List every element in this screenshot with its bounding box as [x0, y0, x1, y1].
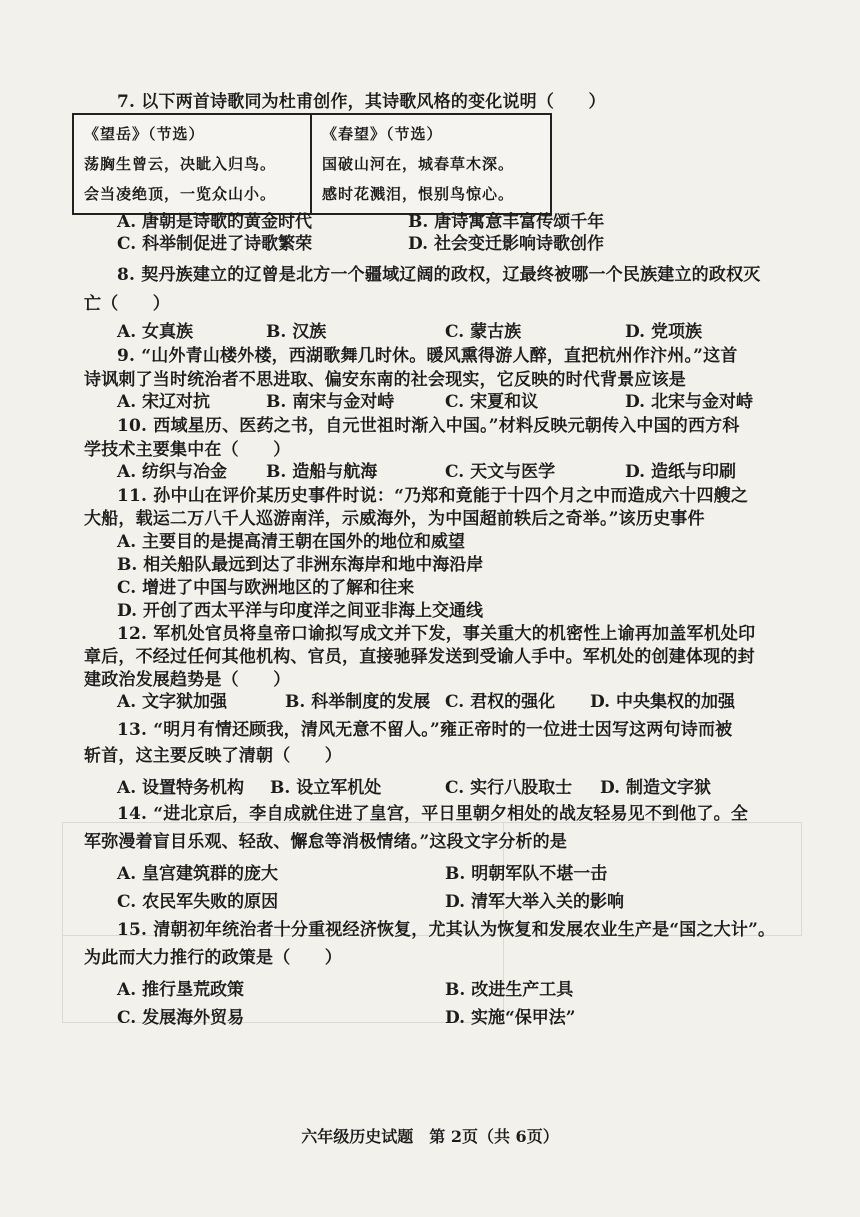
question-12-stem-line-3: 建政治发展趋势是（ ）	[84, 670, 291, 690]
q14-option-d[interactable]: D. 清军大举入关的影响	[445, 892, 624, 912]
question-11-stem-line-1: 11. 孙中山在评价某历史事件时说：“乃郑和竟能于十四个月之中而造成六十四艘之	[117, 486, 749, 506]
q13-option-a[interactable]: A. 设置特务机构	[117, 778, 245, 798]
q15-option-c[interactable]: C. 发展海外贸易	[117, 1008, 245, 1028]
q11-option-d[interactable]: D. 开创了西太平洋与印度洋之间亚非海上交通线	[117, 601, 483, 621]
poem-1-title: 《望岳》（节选）	[84, 125, 205, 143]
q9-option-d[interactable]: D. 北宋与金对峙	[625, 392, 753, 412]
q9-option-c[interactable]: C. 宋夏和议	[445, 392, 539, 412]
poem-1-line-1: 荡胸生曾云，决眦入归鸟。	[84, 155, 277, 173]
q8-option-a[interactable]: A. 女真族	[117, 322, 194, 342]
q11-option-b[interactable]: B. 相关船队最远到达了非洲东海岸和地中海沿岸	[117, 555, 484, 575]
q7-option-c[interactable]: C. 科举制促进了诗歌繁荣	[117, 234, 313, 254]
q7-option-a[interactable]: A. 唐朝是诗歌的黄金时代	[117, 212, 313, 232]
question-10-stem-line-1: 10. 西域星历、医药之书，自元世祖时渐入中国。”材料反映元朝传入中国的西方科	[117, 416, 740, 436]
q8-option-b[interactable]: B. 汉族	[266, 322, 327, 342]
q12-option-b[interactable]: B. 科举制度的发展	[285, 692, 431, 712]
q15-option-a[interactable]: A. 推行垦荒政策	[117, 980, 245, 1000]
q7-option-b[interactable]: B. 唐诗寓意丰富传颂千年	[408, 212, 605, 232]
q8-option-d[interactable]: D. 党项族	[625, 322, 702, 342]
q11-option-a[interactable]: A. 主要目的是提高清王朝在国外的地位和威望	[117, 532, 466, 552]
q15-option-b[interactable]: B. 改进生产工具	[445, 980, 574, 1000]
question-8-stem-line-2: 亡（ ）	[84, 294, 170, 314]
question-12-stem-line-1: 12. 军机处官员将皇帝口谕拟写成文并下发，事关重大的机密性上谕再加盖军机处印	[117, 624, 756, 644]
poem-table	[72, 113, 552, 215]
question-14-stem-line-1: 14. “进北京后，李自成就住进了皇宫，平日里朝夕相处的战友轻易见不到他了。全	[117, 804, 749, 824]
q11-option-c[interactable]: C. 增进了中国与欧洲地区的了解和往来	[117, 578, 415, 598]
q10-option-b[interactable]: B. 造船与航海	[266, 462, 378, 482]
poem-2-line-1: 国破山河在，城春草木深。	[322, 155, 515, 173]
poem-2-title: 《春望》（节选）	[322, 125, 443, 143]
q14-option-c[interactable]: C. 农民军失败的原因	[117, 892, 279, 912]
poem-divider	[310, 115, 312, 213]
q13-option-b[interactable]: B. 设立军机处	[270, 778, 382, 798]
q14-option-b[interactable]: B. 明朝军队不堪一击	[445, 864, 608, 884]
q9-option-a[interactable]: A. 宋辽对抗	[117, 392, 211, 412]
q13-option-d[interactable]: D. 制造文字狱	[600, 778, 711, 798]
q10-option-a[interactable]: A. 纺织与冶金	[117, 462, 228, 482]
poem-2-line-2: 感时花溅泪，恨别鸟惊心。	[322, 185, 515, 203]
question-8-stem-line-1: 8. 契丹族建立的辽曾是北方一个疆域辽阔的政权，辽最终被哪一个民族建立的政权灭	[117, 265, 761, 285]
q14-option-a[interactable]: A. 皇宫建筑群的庞大	[117, 864, 279, 884]
question-9-stem-line-1: 9. “山外青山楼外楼，西湖歌舞几时休。暖风熏得游人醉，直把杭州作汴州。”这首	[117, 346, 738, 366]
q15-option-d[interactable]: D. 实施“保甲法”	[445, 1008, 576, 1028]
q12-option-a[interactable]: A. 文字狱加强	[117, 692, 228, 712]
poem-1-line-2: 会当凌绝顶，一览众山小。	[84, 185, 277, 203]
q13-option-c[interactable]: C. 实行八股取士	[445, 778, 573, 798]
q7-option-d[interactable]: D. 社会变迁影响诗歌创作	[408, 234, 604, 254]
question-10-stem-line-2: 学技术主要集中在（ ）	[84, 440, 291, 460]
question-13-stem-line-2: 斩首，这主要反映了清朝（ ）	[84, 746, 342, 766]
q10-option-c[interactable]: C. 天文与医学	[445, 462, 556, 482]
q10-option-d[interactable]: D. 造纸与印刷	[625, 462, 736, 482]
question-12-stem-line-2: 章后，不经过任何其他机构、官员，直接驰驿发送到受谕人手中。军机处的创建体现的封	[84, 647, 755, 667]
q8-option-c[interactable]: C. 蒙古族	[445, 322, 522, 342]
q12-option-d[interactable]: D. 中央集权的加强	[590, 692, 735, 712]
q12-option-c[interactable]: C. 君权的强化	[445, 692, 556, 712]
page-footer: 六年级历史试题 第 2页（共 6页）	[301, 1127, 559, 1146]
question-15-stem-line-1: 15. 清朝初年统治者十分重视经济恢复，尤其认为恢复和发展农业生产是“国之大计”。	[117, 920, 776, 940]
q9-option-b[interactable]: B. 南宋与金对峙	[266, 392, 395, 412]
question-13-stem-line-1: 13. “明月有情还顾我，清风无意不留人。”雍正帝时的一位进士因写这两句诗而被	[117, 720, 733, 740]
question-15-stem-line-2: 为此而大力推行的政策是（ ）	[84, 948, 342, 968]
question-11-stem-line-2: 大船，载运二万八千人巡游南洋，示威海外，为中国超前轶后之奇举。”该历史事件	[84, 509, 705, 529]
question-14-stem-line-2: 军弥漫着盲目乐观、轻敌、懈怠等消极情绪。”这段文字分析的是	[84, 832, 568, 852]
question-9-stem-line-2: 诗讽刺了当时统治者不思进取、偏安东南的社会现实，它反映的时代背景应该是	[84, 370, 686, 390]
question-7-stem: 7. 以下两首诗歌同为杜甫创作，其诗歌风格的变化说明（ ）	[117, 92, 606, 112]
